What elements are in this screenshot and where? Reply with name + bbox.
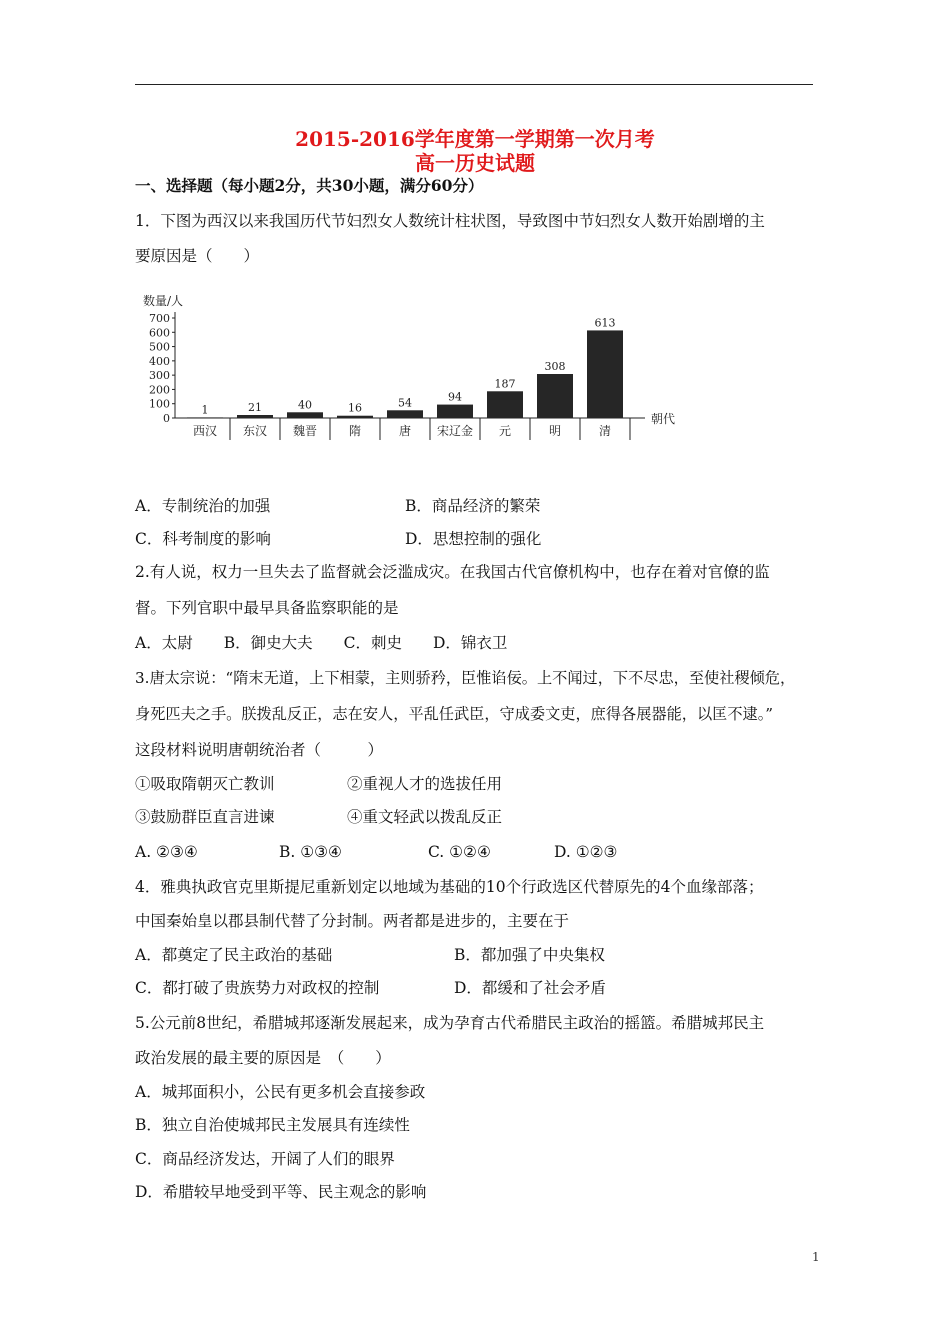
bar — [337, 416, 373, 418]
bar-value-label: 21 — [248, 401, 262, 414]
q3-option-c: C. ①②④ — [428, 843, 491, 861]
q4-stem-line2: 中国秦始皇以郡县制代替了分封制。两者都是进步的，主要在于 — [135, 912, 570, 930]
exam-subtitle: 高一历史试题 — [415, 151, 535, 175]
q3-stem-line3: 这段材料说明唐朝统治者（ ） — [135, 741, 384, 759]
q3-option-d: D. ①②③ — [554, 843, 618, 861]
q3-item-3: ③鼓励群臣直言进谏 — [135, 808, 275, 826]
y-tick-label: 500 — [149, 340, 170, 354]
q5-option-a: A．城邦面积小，公民有更多机会直接参政 — [135, 1083, 426, 1101]
bar-value-label: 16 — [348, 401, 362, 415]
q1-stem-line2: 要原因是（ ） — [135, 247, 260, 265]
q5-option-c: C．商品经济发达，开阔了人们的眼界 — [135, 1150, 395, 1168]
q2-stem-line1: 2.有人说，权力一旦失去了监督就会泛滥成灾。在我国古代官僚机构中，也存在着对官僚的监 — [135, 563, 770, 581]
q3-item-1: ①吸取隋朝灭亡教训 — [135, 775, 275, 793]
bar-value-label: 187 — [494, 377, 516, 391]
bar — [487, 391, 523, 418]
category-label: 宋辽金 — [436, 424, 474, 438]
q3-item-4: ④重文轻武以拨乱反正 — [347, 808, 503, 826]
bar-value-label: 94 — [448, 390, 462, 404]
category-label: 东汉 — [242, 424, 268, 438]
q1-option-c: C．科考制度的影响 — [135, 530, 271, 548]
bar-value-label: 54 — [398, 396, 412, 410]
bar-value-label: 308 — [544, 360, 566, 373]
bar — [237, 415, 273, 418]
category-label: 西汉 — [192, 424, 218, 438]
q1-option-a: A．专制统治的加强 — [135, 497, 271, 515]
category-label: 清 — [598, 424, 612, 438]
category-label: 魏晋 — [292, 424, 318, 438]
q5-stem-line1: 5.公元前8世纪，希腊城邦逐渐发展起来，成为孕育古代希腊民主政治的摇篮。希腊城邦民主 — [135, 1014, 765, 1032]
y-tick-label: 600 — [149, 326, 170, 340]
q3-stem-line1: 3.唐太宗说：“隋末无道，上下相蒙，主则骄矜，臣惟谄佞。上不闻过，下不尽忠，至使社稷倾危， — [135, 669, 796, 687]
q5-option-d: D．希腊较早地受到平等、民主观念的影响 — [135, 1183, 427, 1201]
bar — [437, 405, 473, 418]
bar — [537, 374, 573, 418]
q5-option-b: B．独立自治使城邦民主发展具有连续性 — [135, 1116, 410, 1134]
section-heading: 一、选择题（每小题2分，共30小题，满分60分） — [135, 176, 484, 195]
q4-option-c: C．都打破了贵族势力对政权的控制 — [135, 979, 380, 997]
bar-value-label: 613 — [594, 316, 616, 330]
bar-chart — [135, 285, 695, 455]
x-axis-label: 朝代 — [651, 412, 676, 426]
q4-option-a: A．都奠定了民主政治的基础 — [135, 946, 333, 964]
bar — [187, 417, 223, 418]
q4-stem-line1: 4．雅典执政官克里斯提尼重新划定以地域为基础的10个行政选区代替原先的4个血缘部落； — [135, 878, 764, 896]
q2-options: A．太尉 B．御史大夫 C．刺史 D．锦衣卫 — [135, 634, 508, 652]
y-tick-label: 700 — [149, 312, 170, 325]
q3-stem-line2: 身死匹夫之手。朕拨乱反正，志在安人，平乱任武臣，守成委文吏，庶得各展器能，以匡不逮。” — [135, 705, 774, 723]
bar — [587, 330, 623, 418]
y-tick-label: 300 — [149, 369, 170, 383]
q2-stem-line2: 督。下列官职中最早具备监察职能的是 — [135, 599, 399, 617]
q3-option-a: A. ②③④ — [135, 843, 198, 861]
q4-option-d: D．都缓和了社会矛盾 — [454, 979, 606, 997]
page-number: 1 — [812, 1250, 820, 1264]
bar-value-label: 40 — [298, 398, 312, 412]
category-label: 元 — [498, 424, 512, 438]
category-label: 隋 — [348, 424, 362, 438]
q4-option-b: B．都加强了中央集权 — [454, 946, 605, 964]
bar — [387, 410, 423, 418]
q1-option-b: B．商品经济的繁荣 — [405, 497, 541, 515]
y-tick-label: 200 — [149, 383, 170, 397]
q3-option-b: B. ①③④ — [279, 843, 342, 861]
category-label: 明 — [548, 424, 562, 438]
bar-value-label: 1 — [201, 403, 209, 417]
q5-stem-line2: 政治发展的最主要的原因是 （ ） — [135, 1049, 391, 1067]
y-tick-label: 0 — [163, 412, 170, 425]
q1-stem-line1: 1．下图为西汉以来我国历代节妇烈女人数统计柱状图，导致图中节妇烈女人数开始剧增的主 — [135, 212, 765, 230]
bar — [287, 412, 323, 418]
y-tick-label: 400 — [149, 354, 170, 368]
exam-title: 2015-2016学年度第一学期第一次月考 — [295, 127, 655, 151]
q3-item-2: ②重视人才的选拔任用 — [347, 775, 503, 793]
header-rule — [135, 84, 813, 85]
y-tick-label: 100 — [149, 397, 170, 411]
y-axis-label: 数量/人 — [143, 294, 184, 308]
q1-option-d: D．思想控制的强化 — [405, 530, 542, 548]
category-label: 唐 — [398, 424, 412, 438]
